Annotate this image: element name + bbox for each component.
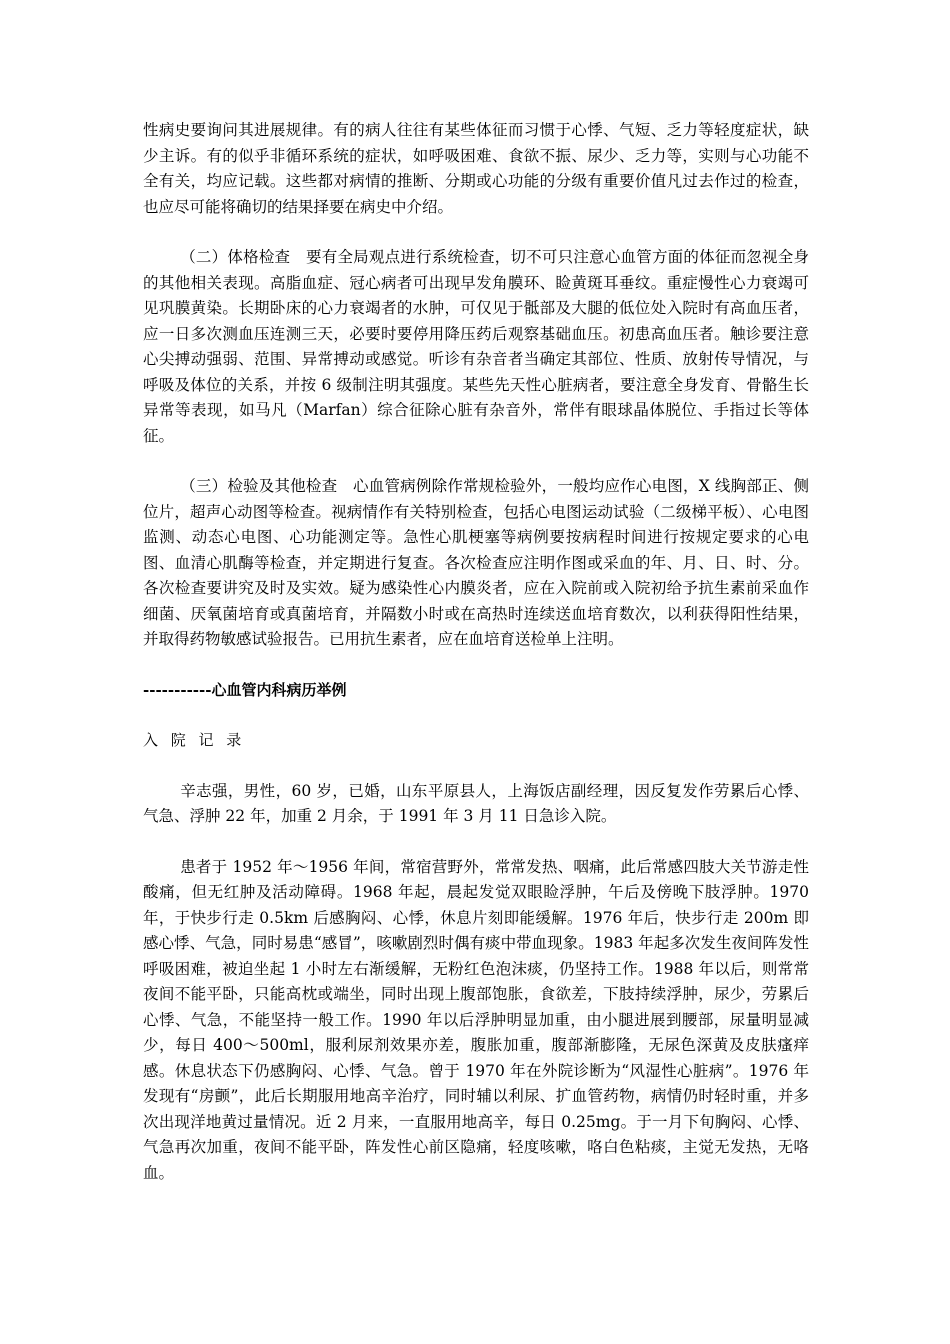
paragraph-patient-intro: 辛志强，男性，60 岁，已婚，山东平原县人，上海饭店副经理，因反复发作劳累后心悸、气急、浮肿 22 年，加重 2 月余，于 1991 年 3 月 11 日急诊入院。 (143, 781, 809, 825)
paragraph-gap (143, 220, 809, 245)
paragraph-gap (143, 830, 809, 855)
paragraph-gap (143, 754, 809, 779)
paragraph-lab-exam: （三）检验及其他检查 心血管病例除作常规检验外，一般均应作心电图，X 线胸部正、侧位片，超声心动图等检查。视病情作有关特别检查，包括心电图运动试验（二级梯平板）、心电图监测、动态心电图、心功能测定等。急性心肌梗塞等病例要按病程时间进行按规定要求的心电图、血清心肌酶等检查，并定期进行复查。各次检查应注明作图或采血的年、月、日、时、分。各次检查要讲究及时及实效。疑为感染性心内膜炎者，应在入院前或入院初给予抗生素前采血作细菌、厌氧菌培育或真菌培育，并隔数小时或在高热时连续送血培育数次，以利获得阳性结果，并取得药物敏感试验报告。已用抗生素者，应在血培育送检单上注明。 (143, 477, 809, 648)
paragraph-gap (143, 703, 809, 728)
paragraph-gap (143, 653, 809, 678)
paragraph-present-illness: 患者于 1952 年～1956 年间，常宿营野外，常常发热、咽痛，此后常感四肢大关节游走性酸痛，但无红肿及活动障碍。1968 年起，晨起发觉双眼睑浮肿，午后及傍晚下肢浮肿。1970 年，于快步行走 0.5km 后感胸闷、心悸，休息片刻即能缓解。1976 年后，快步行走 200m 即感心悸、气急，同时易患“感冒”，咳嗽剧烈时偶有痰中带血现象。1983 年起多次发生夜间阵发性呼吸困难，被迫坐起 1 小时左右渐缓解，无粉红色泡沫痰，仍坚持工作。1988 年以后，则常常夜间不能平卧，只能高枕或端坐，同时出现上腹部饱胀，食欲差，下肢持续浮肿，尿少，劳累后心悸、气急，不能坚持一般工作。1990 年以后浮肿明显加重，由小腿进展到腰部，尿量明显减少，每日 400～500ml，服利尿剂效果亦差，腹胀加重，腹部渐膨隆，无尿色深黄及皮肤瘙痒感。休息状态下仍感胸闷、心悸、气急。曾于 1970 年在外院诊断为“风湿性心脏病”。1976 年发现有“房颤”，此后长期服用地高辛治疗，同时辅以利尿、扩血管药物，病情仍时轻时重，并多次出现洋地黄过量情况。近 2 月来，一直服用地高辛，每日 0.25mg。于一月下旬胸闷、心悸、气急再次加重，夜间不能平卧，阵发性心前区隐痛，轻度咳嗽，咯白色粘痰，主觉无发热，无咯血。 (143, 857, 809, 1182)
section-heading: -----------心血管内科病历举例 (143, 680, 347, 699)
paragraph-gap (143, 449, 809, 474)
paragraph-history-note: 性病史要询问其进展规律。有的病人往往有某些体征而习惯于心悸、气短、乏力等轻度症状，缺少主诉。有的似乎非循环系统的症状，如呼吸困难、食欲不振、尿少、乏力等，实则与心功能不全有关，均应记载。这些都对病情的推断、分期或心功能的分级有重要价值凡过去作过的检查，也应尽可能将确切的结果择要在病史中介绍。 (143, 121, 809, 216)
paragraph-physical-exam: （二）体格检查 要有全局观点进行系统检查，切不可只注意心血管方面的体征而忽视全身的其他相关表现。高脂血症、冠心病者可出现早发角膜环、睑黄斑耳垂纹。重症慢性心力衰竭可见巩膜黄染。长期卧床的心力衰竭者的水肿，可仅见于骶部及大腿的低位处入院时有高血压者，应一日多次测血压连测三天，必要时要停用降压药后观察基础血压。初患高血压者。触诊要注意心尖搏动强弱、范围、异常搏动或感觉。听诊有杂音者当确定其部位、性质、放射传导情况，与呼吸及体位的关系，并按 6 级制注明其强度。某些先天性心脏病者，要注意全身发育、骨骼生长异常等表现，如马凡（Marfan）综合征除心脏有杂音外，常伴有眼球晶体脱位、手指过长等体征。 (143, 248, 809, 445)
record-label: 入 院 记 录 (143, 731, 246, 749)
document-page (143, 118, 809, 1186)
